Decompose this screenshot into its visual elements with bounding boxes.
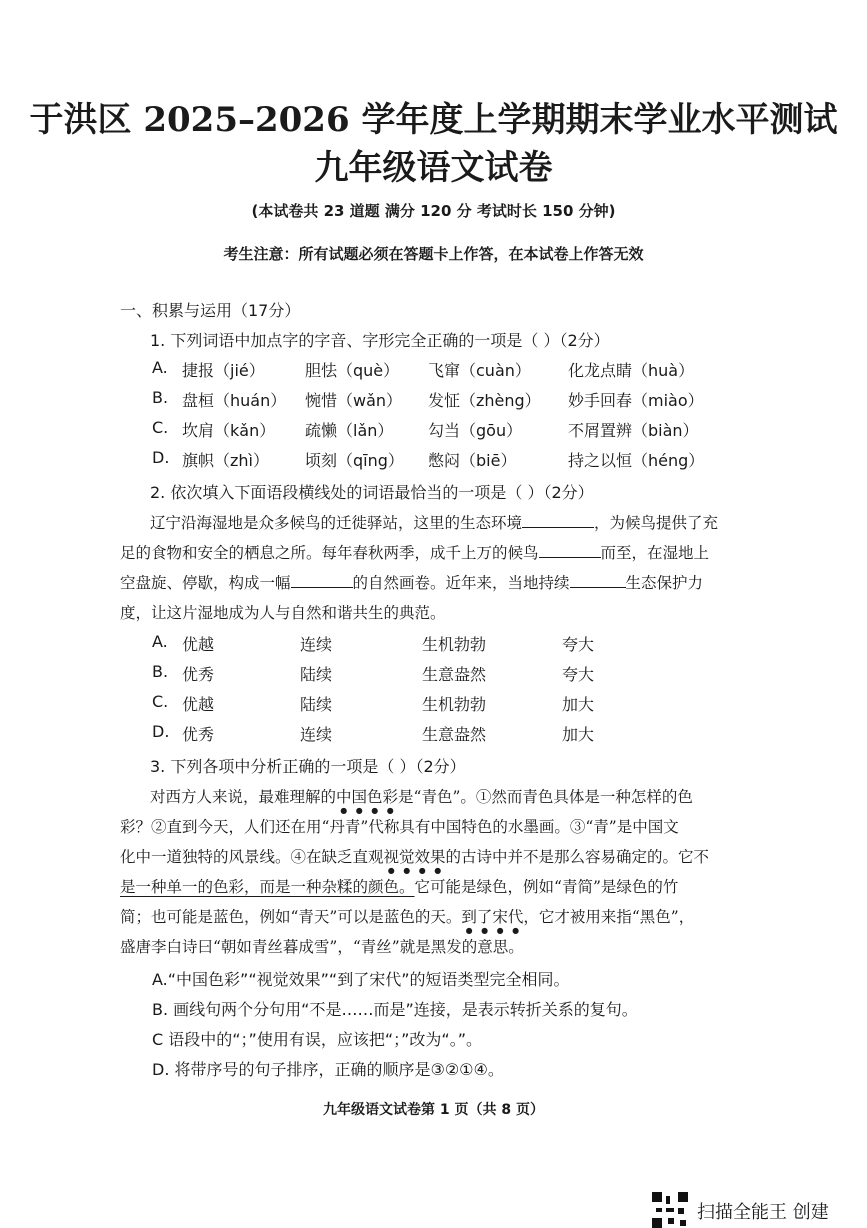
q1-option-item: 盘桓（huán） xyxy=(182,391,287,410)
q2-option-item: 优越 xyxy=(182,695,215,714)
q2-passage-line: 度，让这片湿地成为人与自然和谐共生的典范。 xyxy=(120,604,446,622)
q3-passage-text: 是“青色”。①然而青色具体是一种怎样的色 xyxy=(398,788,693,806)
q1-option-item: 化龙点睛（huà） xyxy=(568,361,695,380)
q2-option-item: 生机勃勃 xyxy=(422,695,487,714)
q2-option-item: 连续 xyxy=(300,635,333,654)
q1-option-item: 妙手回春（miào） xyxy=(568,391,704,410)
q2-option-item: 陆续 xyxy=(300,665,333,684)
q2-option-item: 生意盎然 xyxy=(422,665,487,684)
q2-passage-line xyxy=(150,511,718,533)
q2-option-item: 加大 xyxy=(562,725,595,744)
q3-option: A.“中国色彩”“视觉效果”“到了宋代”的短语类型完全相同。 xyxy=(152,970,570,989)
q2-option-item: 连续 xyxy=(300,725,333,744)
q2-passage-line xyxy=(120,541,709,563)
exam-subtitle: 九年级语文试卷 xyxy=(314,148,553,188)
q2-option-letter: A. xyxy=(152,632,168,651)
q3-option: C 语段中的“；”使用有误，应该把“；”改为“。”。 xyxy=(152,1030,482,1049)
exam-info: (本试卷共 23 道题 满分 120 分 考试时长 150 分钟) xyxy=(251,202,616,220)
question-2-stem: 2. 依次填入下面语段横线处的词语最恰当的一项是（ ）（2分） xyxy=(150,483,594,502)
q2-option-item: 优越 xyxy=(182,635,215,654)
q1-option-item: 憋闷（biē） xyxy=(428,451,517,470)
q1-option-item: 胆怯（què） xyxy=(305,361,400,380)
q2-passage-line xyxy=(120,571,703,593)
question-1-stem: 1. 下列词语中加点字的字音、字形完全正确的一项是（ ）（2分） xyxy=(150,331,610,350)
q3-passage-line xyxy=(150,785,693,815)
q3-passage-text: 简；也可能是蓝色，例如“青天”可以是蓝色的天。 xyxy=(120,908,462,926)
q2-option-item: 生机勃勃 xyxy=(422,635,487,654)
q2-option-item: 陆续 xyxy=(300,695,333,714)
qr-code-icon xyxy=(652,1192,688,1228)
fill-blank xyxy=(539,543,601,558)
q3-passage-text: 化中一道独特的风景线。④在缺乏直观 xyxy=(120,848,384,866)
q2-option-item: 优秀 xyxy=(182,665,215,684)
q3-passage-text: 对西方人来说，最难理解的 xyxy=(150,788,337,806)
q1-option-letter: B. xyxy=(152,388,169,407)
dotted-phrase: 到了宋代 xyxy=(461,908,524,926)
q3-passage-line xyxy=(120,905,694,935)
fill-blank xyxy=(570,573,626,588)
q3-option: D. 将带序号的句子排序，正确的顺序是③②①④。 xyxy=(152,1060,504,1079)
q3-passage-text: 的古诗中并不是那么容易确定的。它不 xyxy=(445,848,710,866)
q2-passage-text: 辽宁沿海湿地是众多候鸟的迁徙驿站，这里的生态环境 xyxy=(150,514,523,532)
q1-option-letter: C. xyxy=(152,418,169,437)
q1-option-item: 飞窜（cuàn） xyxy=(428,361,531,380)
q1-option-letter: D. xyxy=(152,448,170,467)
q3-passage-text: ，它才被用来指“黑色”， xyxy=(523,908,695,926)
q1-option-item: 旗帜（zhì） xyxy=(182,451,269,470)
q1-option-item: 持之以恒（héng） xyxy=(568,451,705,470)
q3-passage-line: 彩？②直到今天，人们还在用“丹青”代称具有中国特色的水墨画。③“青”是中国文 xyxy=(120,818,679,836)
q2-option-item: 优秀 xyxy=(182,725,215,744)
q1-option-letter: A. xyxy=(152,358,168,377)
q1-option-item: 不屑置辨（biàn） xyxy=(568,421,699,440)
q3-option: B. 画线句两个分句用“不是……而是”连接，是表示转折关系的复句。 xyxy=(152,1000,638,1019)
q2-passage-text: 生态保护力 xyxy=(625,574,704,592)
q2-option-letter: B. xyxy=(152,662,169,681)
q1-option-item: 捷报（jié） xyxy=(182,361,265,380)
q1-option-item: 坎肩（kǎn） xyxy=(182,421,276,440)
q3-passage-text: 它可能是绿色，例如“青简”是绿色的竹 xyxy=(414,878,679,896)
question-3-stem: 3. 下列各项中分析正确的一项是（ ）（2分） xyxy=(150,757,466,776)
q1-option-item: 顷刻（qīng） xyxy=(305,451,404,470)
q3-passage-line: 盛唐李白诗曰“朝如青丝暮成雪”，“青丝”就是黑发的意思。 xyxy=(120,938,524,956)
q2-passage-text: 而至，在湿地上 xyxy=(600,544,710,562)
fill-blank xyxy=(291,573,353,588)
q2-option-letter: D. xyxy=(152,722,170,741)
q1-option-item: 疏懒（lǎn） xyxy=(305,421,394,440)
q1-option-item: 发怔（zhèng） xyxy=(428,391,541,410)
exam-title: 于洪区 2025–2026 学年度上学期期末学业水平测试 xyxy=(29,100,838,140)
candidate-notice: 考生注意：所有试题必须在答题卡上作答，在本试卷上作答无效 xyxy=(223,245,644,263)
underlined-sentence: 是一种单一的色彩，而是一种杂糅的颜色。 xyxy=(120,878,415,896)
q2-option-item: 生意盎然 xyxy=(422,725,487,744)
q1-option-item: 惋惜（wǎn） xyxy=(305,391,403,410)
fill-blank xyxy=(522,513,594,528)
dotted-phrase: 视觉效果 xyxy=(383,848,446,866)
q3-passage-line xyxy=(120,875,678,897)
q2-option-item: 夸大 xyxy=(562,665,595,684)
q2-option-letter: C. xyxy=(152,692,169,711)
q2-passage-text: ，为候鸟提供了充 xyxy=(594,514,719,532)
page-footer: 九年级语文试卷第 1 页（共 8 页） xyxy=(323,1102,544,1118)
q2-passage-text: 空盘旋、停歇，构成一幅 xyxy=(120,574,291,592)
q2-passage-text: 的自然画卷。近年来，当地持续 xyxy=(352,574,570,592)
section-heading: 一、积累与运用（17分） xyxy=(120,301,301,320)
dotted-phrase: 中国色彩 xyxy=(336,788,399,806)
q1-option-item: 勾当（gōu） xyxy=(428,421,523,440)
scanner-watermark: 扫描全能王 创建 xyxy=(697,1202,829,1223)
q2-option-item: 夸大 xyxy=(562,635,595,654)
q3-passage-line xyxy=(120,845,709,875)
q2-option-item: 加大 xyxy=(562,695,595,714)
q2-passage-text: 足的食物和安全的栖息之所。每年春秋两季，成千上万的候鸟 xyxy=(120,544,539,562)
